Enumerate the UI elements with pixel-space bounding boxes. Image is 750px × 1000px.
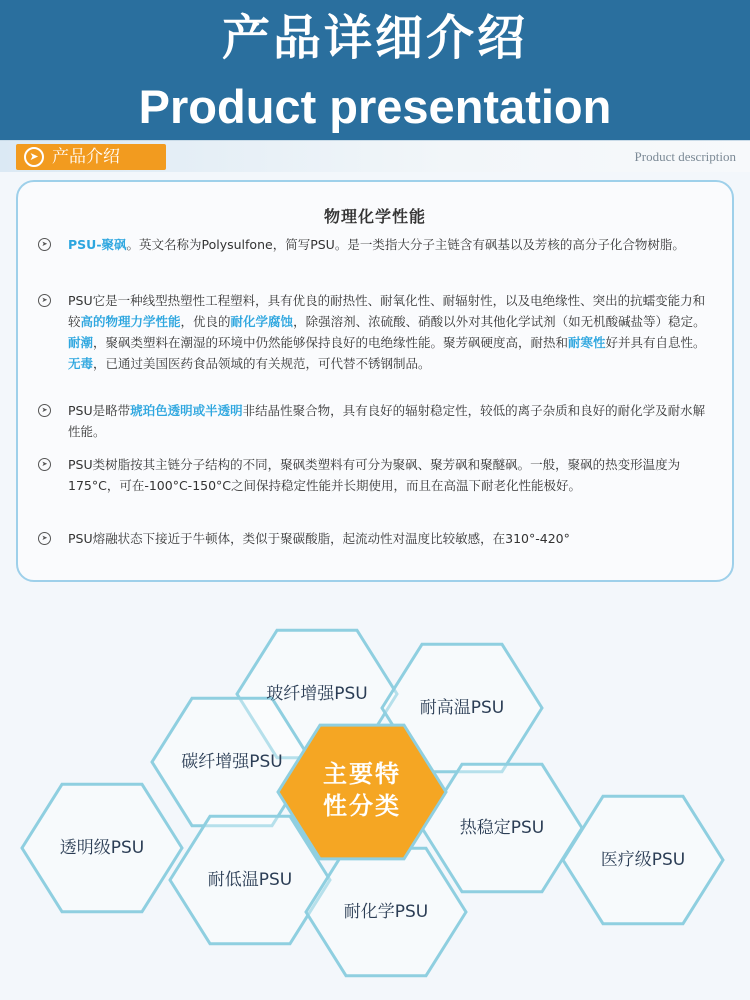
bullet-icon: ➤ [38,404,51,417]
properties-panel [16,180,734,582]
highlight-text: 无毒 [68,356,94,371]
paragraph-text [38,528,708,549]
section-tab-label: 产品介绍 [52,147,120,167]
body-text: ，已通过美国医药食品领域的有关规范，可代替不锈钢制品。 [93,356,431,371]
paragraph [38,400,708,442]
paragraph-text [38,290,708,374]
bullet-icon: ➤ [38,458,51,471]
highlight-text: 琥珀色透明或半透明 [130,403,243,418]
banner-title-zh: 产品详细介绍 [221,10,528,66]
center-hexagon-label [282,758,442,822]
body-text: PSU类树脂按其主链分子结构的不同，聚砜类塑料有可分为聚砜、聚芳砜和聚醚砜。一般，聚砜的热变形温度为175°C，可在-100°C-150°C之间保持稳定性能并长期使用，而且在高温下耐老化性能极好。 [68,457,681,493]
hexagon-label: 医疗级PSU [600,850,686,870]
center-label-line: 性分类 [323,792,401,820]
paragraph-text [38,454,708,496]
highlight-text: 耐寒性 [568,335,606,350]
banner-title-en: Product presentation [138,80,612,133]
body-text: 好并具有自息性。 [605,335,706,350]
highlight-text: 耐潮 [68,335,94,350]
center-label-line: 主要特 [323,760,401,788]
body-text: ，除强溶剂、浓硫酸、硝酸以外对其他化学试剂（如无机酸碱盐等）稳定。 [293,314,706,329]
body-text: ，聚砜类塑料在潮湿的环境中仍然能够保持良好的电绝缘性能。聚芳砜硬度高，耐热和 [93,335,569,350]
paragraph [38,234,708,255]
body-text: PSU它是一种线型热塑性工程塑料，具有优良的耐热性、耐氧化性、耐辐射性，以及电绝缘性、突出的抗蠕变能力和较 [68,293,706,329]
section-description: Product description [634,149,736,164]
hexagon-label: 热稳定PSU [459,818,545,838]
paragraph-text [38,234,708,255]
bullet-icon: ➤ [38,294,51,307]
hexagon-label: 耐化学PSU [343,902,429,922]
paragraph [38,528,708,549]
bullet-icon: ➤ [38,532,51,545]
body-text: PSU是略带 [68,403,131,418]
highlight-text: 耐化学腐蚀 [230,314,294,329]
top-banner [0,0,750,140]
body-text: 。英文名称为Polysulfone，简写PSU。是一类指大分子主链含有砜基以及芳核的高分子化合物树脂。 [126,237,685,252]
body-text: ，优良的 [180,314,231,329]
paragraph [38,290,708,374]
circle-arrow-icon: ➤ [24,147,44,167]
panel-title: 物理化学性能 [323,207,426,226]
highlight-text: PSU-聚砜 [68,237,127,252]
hexagon-label: 玻纤增强PSU [266,684,368,704]
bullet-icon: ➤ [38,238,51,251]
body-text: PSU熔融状态下接近于牛顿体，类似于聚碳酸脂，起流动性对温度比较敏感，在310°-420° [68,531,570,546]
hexagon-label: 耐高温PSU [419,698,505,718]
hexagon-label: 碳纤增强PSU [181,752,283,772]
body-text: 非结晶性聚合物，具有良好的辐射稳定性，较低的离子杂质和良好的耐化学及耐水解性能。 [68,403,706,439]
highlight-text: 高的物理力学性能 [80,314,181,329]
paragraph-text [38,400,708,442]
hexagon-label: 透明级PSU [59,838,145,858]
section-tab [16,144,166,170]
hexagon-diagram [0,596,750,1000]
section-header [0,140,750,172]
paragraph [38,454,708,496]
hexagon-label: 耐低温PSU [207,870,293,890]
